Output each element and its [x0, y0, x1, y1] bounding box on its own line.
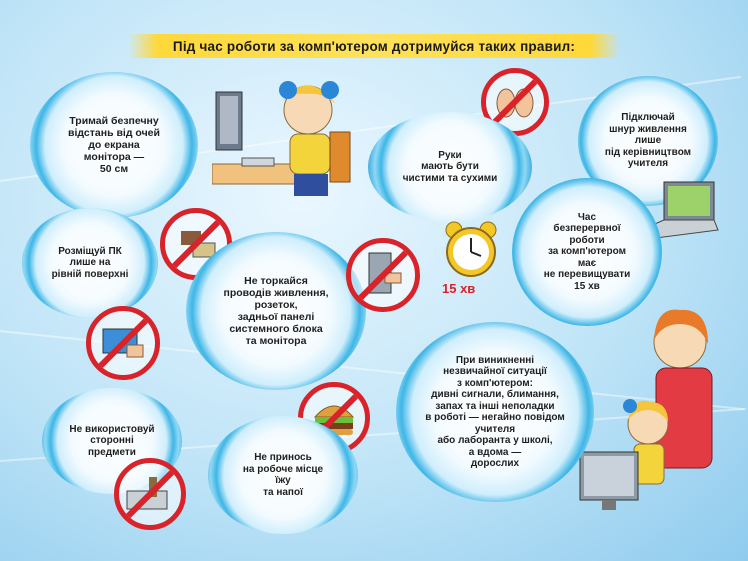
poster-title: Під час роботи за комп'ютером дотримуйся таких правил: [172, 38, 576, 54]
girl-at-computer-illustration [212, 72, 362, 204]
rule-distance-bubble [30, 72, 198, 218]
rule-pc-surface-text: Розміщуй ПК лише на рівній поверхні [51, 245, 129, 280]
title-banner [128, 34, 620, 58]
rule-no-touch-bubble [186, 232, 366, 390]
keyboard-icon [119, 463, 181, 525]
rule-pc-surface-bubble [22, 208, 158, 318]
no-uneven-surface-sign [86, 306, 160, 380]
rule-hands-text: Руки мають бути чистими та сухими [402, 149, 498, 184]
rule-food-bubble [208, 416, 358, 534]
no-foreign-objects-sign [114, 458, 186, 530]
teacher-and-girl-illustration [576, 306, 748, 538]
alarm-clock-icon [440, 220, 502, 280]
rule-emergency-text: При виникненні незвичайної ситуації з комп'ютером: дивні сигнали, блимання, запах та інші неполадки в роботі — негайно повідом учителя або лаборанта у школі, а вдома — дорослих [425, 354, 565, 469]
rule-power-cord-text: Підключай шнур живлення лише під керівництвом учителя [604, 112, 692, 170]
rule-distance-text: Тримай безпечну відстань від очей до екрана монітора — 50 см [68, 114, 160, 176]
rule-emergency-bubble [396, 322, 594, 502]
rule-food-text: Не принось на робоче місце їжу та напої [242, 452, 324, 498]
timer-label: 15 хв [442, 281, 476, 296]
rule-hands-bubble [368, 112, 532, 222]
rule-time-text: Час безперервної роботи за комп'ютером має не перевищувати 15 хв [543, 211, 631, 292]
rule-time-bubble [512, 178, 662, 326]
socket-icon [351, 243, 415, 307]
rule-foreign-objects-text: Не використовуй сторонні предмети [69, 423, 155, 458]
monitor-icon [91, 311, 155, 375]
no-touching-wires-sign [346, 238, 420, 312]
rule-no-touch-text: Не торкайся проводів живлення, розеток, задньої панелі системного блока та монітора [223, 274, 329, 348]
